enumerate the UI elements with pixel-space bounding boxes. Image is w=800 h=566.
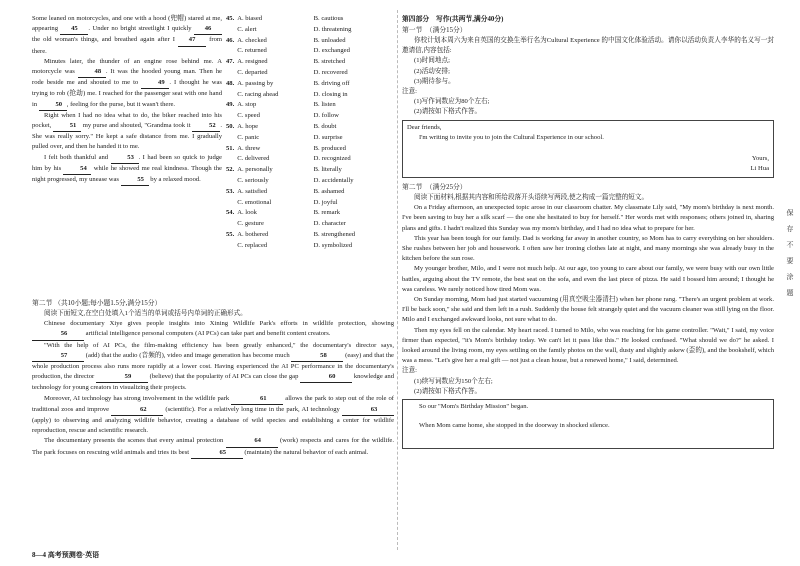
- option-row: [226, 133, 392, 144]
- option-c: C. returned: [237, 47, 267, 55]
- section-1-desc: 你校计划本周六为来自英国的交换生举行名为Cultural Experience 的中国文化体验活动。请你以活动负责人李华的名义写一封邀请信,内容包括:: [402, 37, 774, 55]
- side-tab-char: 涂: [786, 273, 794, 281]
- start-line-1: So our "Mom's Birthday Mission" began.: [419, 403, 529, 411]
- story-para: Then my eyes fell on the calendar. My heart raced. I turned to Milo, who was reaching for his game controller. "Wait," I said, my voice firmer than expected, "it's Mom's birthday today. We can't let it pass like this." He looked confused. "What should we do?" he asked. I looked around the living room, my eyes settling on the family photos on the wall, dusty and slightly askew (歪的), and the bookshelf, which was a mess. "Let's give her a real gift — not just a clean house, but a renewed home," I said, determined.: [402, 326, 774, 365]
- option-row: [226, 187, 392, 198]
- option-a: A. resigned: [237, 58, 268, 66]
- option-c: C. speed: [237, 112, 260, 120]
- req-item: (1)时间地点;: [414, 57, 450, 65]
- option-number: 53.: [226, 187, 235, 195]
- option-c: C. delivered: [237, 155, 270, 163]
- option-d: D. exchanged: [313, 47, 350, 55]
- option-row: [226, 219, 392, 230]
- option-b: B. driving off: [313, 79, 350, 87]
- option-b: B. remark: [313, 209, 341, 217]
- page-footer: 8—4 高考预测卷·英语: [32, 551, 100, 559]
- option-row: [226, 68, 392, 79]
- g-para-1: Chinese documentary Xiye gives people insights into Xining Wildlife Park's efforts in wildlife protection, showing 56 artificial intelligence personal computers (AI PCs) can take part and benefit content creators.: [32, 319, 394, 340]
- g-para-3: Moreover, AI technology has strong involvement in the wildlife park 61 allows the park to step out of the role of traditional zoos and improve 62 (scientific). For a relatively long time in the park, AI technology 63 (apply) to observing and analyzing wildlife behavior, creating a database of wild species and establishing a center for wildlife reproduction, rescue and scientific research.: [32, 394, 394, 435]
- option-a: A. threw: [237, 144, 261, 152]
- cloze-passage: [32, 14, 222, 186]
- option-b: B. listen: [313, 101, 336, 109]
- option-a: A. biased: [237, 15, 263, 22]
- option-number: 47.: [226, 58, 235, 66]
- section-heading: 第二节 （共10小题;每小题1.5分,满分15分）: [32, 300, 162, 307]
- letter-name: Li Hua: [750, 165, 769, 173]
- option-row: [226, 36, 392, 47]
- section-2-heading: 第二节 （满分25分）: [402, 184, 467, 191]
- part-title: 第四部分 写作(共两节,满分40分): [402, 16, 504, 23]
- option-number: 54.: [226, 209, 235, 217]
- note-label: 注意:: [402, 367, 418, 375]
- option-d: D. closing in: [313, 90, 348, 98]
- option-d: D. surprise: [313, 133, 343, 141]
- option-row: [226, 111, 392, 122]
- option-c: C. panic: [237, 133, 260, 141]
- side-tab-char: 题: [786, 289, 794, 297]
- option-d: D. threatening: [313, 25, 352, 33]
- letter-closing: Yours,: [751, 154, 769, 162]
- option-d: D. symbolized: [313, 241, 353, 249]
- option-a: A. checked: [237, 36, 267, 44]
- option-c: C. seriously: [237, 176, 269, 184]
- option-b: B. stretched: [313, 58, 346, 66]
- option-row: [226, 165, 392, 176]
- option-d: D. recovered: [313, 68, 348, 76]
- instruction: 阅读下面短文,在空白处填入1个适当的单词或括号内单词的正确形式。: [44, 310, 247, 317]
- option-d: D. recognized: [313, 155, 351, 163]
- option-number: 51.: [226, 144, 235, 152]
- option-row: [226, 79, 392, 90]
- note-label: 注意:: [402, 88, 418, 96]
- continuation-box: [402, 399, 774, 449]
- grammar-section: [32, 298, 394, 459]
- note-item: (1)续写词数应为150个左右;: [414, 377, 493, 385]
- option-b: B. cautious: [313, 15, 344, 22]
- option-d: D. character: [313, 220, 346, 228]
- writing-section: [402, 14, 774, 453]
- option-a: A. personally: [237, 166, 273, 174]
- option-b: B. produced: [313, 144, 346, 152]
- option-b: B. strengthened: [313, 230, 356, 238]
- story-para: On a Friday afternoon, an unexpected topic arose in our classroom chatter. My classmate Lily said, "My mom's birthday is next month. I've been saving to buy her a silk scarf — the one she hesitated to buy for herself." Her words met with responses; others joined in, sharing plans and gifts. I hadn't realized this Sunday was my mom's birthday, and I had no idea what to prepare for her.: [402, 204, 774, 232]
- options-list: [226, 14, 392, 252]
- note-item: (1)写作词数应为80个左右;: [414, 98, 490, 106]
- story-para: This year has been tough for our family. Dad is working far away in another country, so Mom has to carry everything on her shoulders. She rushes between her job and housework. I often saw her ironing clothes late at night, and many mornings she was already busy in the kitchen before the sun rose.: [402, 234, 774, 263]
- option-row: [226, 25, 392, 36]
- option-number: 46.: [226, 36, 235, 44]
- option-number: 49.: [226, 101, 235, 109]
- option-row: [226, 241, 392, 252]
- option-row: [226, 198, 392, 209]
- option-a: A. stop: [237, 101, 257, 109]
- option-a: A. hope: [237, 122, 259, 130]
- option-a: A. passing by: [237, 79, 274, 87]
- option-c: C. alert: [237, 25, 257, 33]
- option-d: D. follow: [313, 112, 339, 120]
- option-number: 52.: [226, 166, 235, 174]
- start-line-2: When Mom came home, she stopped in the doorway in shocked silence.: [419, 421, 610, 429]
- side-tab: [783, 205, 797, 301]
- para-4: I felt both thankful and 53 . I had been so quick to judge him by his 54 while he showed me real kindness. Though the night progressed, my unease was 55 by a relaxed mood.: [32, 153, 222, 187]
- option-d: D. accidentally: [313, 176, 354, 184]
- letter-box: [402, 120, 774, 178]
- option-row: [226, 14, 392, 25]
- option-number: 45.: [226, 15, 235, 22]
- letter-greeting: Dear friends,: [407, 123, 442, 131]
- option-b: B. ashamed: [313, 187, 345, 195]
- option-c: C. gesture: [237, 220, 264, 228]
- section-1-heading: 第一节 （满分15分）: [402, 27, 467, 34]
- note-item: (2)请按如下格式作答。: [414, 108, 482, 116]
- column-divider: [397, 10, 398, 550]
- section-2-desc: 阅读下面材料,根据其内容和所给段落开头语续写两段,使之构成一篇完整的短文。: [414, 194, 649, 201]
- letter-body: I'm writing to invite you to join the Cultural Experience in our school.: [419, 134, 604, 142]
- g-para-4: The documentary presents the scenes that every animal protection 64 (work) respects and cares for the wildlife. The park focuses on rescuing wild animals and tries its best 65 (maintain) the natural behavior of each animal.: [32, 436, 394, 458]
- option-number: 55.: [226, 230, 235, 238]
- option-row: [226, 208, 392, 219]
- option-c: C. replaced: [237, 241, 268, 249]
- side-tab-char: 要: [786, 257, 794, 265]
- side-tab-char: 保: [786, 209, 794, 217]
- option-row: [226, 46, 392, 57]
- option-row: [226, 230, 392, 241]
- option-row: [226, 176, 392, 187]
- side-tab-char: 存: [786, 225, 794, 233]
- g-para-2: "With the help of AI PCs, the film-making efficiency has been greatly enhanced," the documentary's director says, 57 (add) that the audio (音频的), video and image generation has become much 58 (easy) and that the whole production process also runs more rapidly at a lower cost. Having experienced the AI PC performance in the documentary's production, the director 59 (believe) that the popularity of AI PCs can close the gap 60 knowledge and technology for young creators in visualizing their projects.: [32, 341, 394, 392]
- story-para: My younger brother, Milo, and I were not much help. At our age, too young to care about our family, we were busy with our own little battles, arguing about the TV remote, the best seat on the sofa, and even the last piece of pizza. He said I bossed him around; I thought he was careless. We rarely noticed how tired Mom was.: [402, 265, 774, 293]
- option-a: A. satisfied: [237, 187, 268, 195]
- story-para: On Sunday morning, Mom had just started vacuuming (用真空吸尘器清扫) when her phone rang. "There's an urgent problem at work. I'll be back soon," she said and then left in a rush. Suddenly the house felt strangely quiet and the vacuum cleaner was still lying on the floor. Milo and I exchanged awkward looks, not sure what to do.: [402, 296, 774, 324]
- note-item: (2)请按如下格式作答。: [414, 387, 482, 395]
- option-number: 50.: [226, 122, 235, 130]
- option-b: B. unloaded: [313, 36, 346, 44]
- option-row: [226, 122, 392, 133]
- option-row: [226, 100, 392, 111]
- option-c: C. departed: [237, 68, 268, 76]
- side-tab-char: 不: [786, 241, 794, 249]
- option-row: [226, 90, 392, 101]
- option-a: A. look: [237, 209, 257, 217]
- option-a: A. bothered: [237, 230, 269, 238]
- req-item: (2)活动安排;: [414, 67, 450, 75]
- option-b: B. doubt: [313, 122, 337, 130]
- option-b: B. literally: [313, 166, 342, 174]
- para-3: Right when I had no idea what to do, the biker reached into his pocket, 51 my purse and shouted, "Grandma took it 52 . She was really sorry." He kept a safe distance from me. I gradually pulled over, and then he handed it to me.: [32, 111, 222, 151]
- para-1: Some leaned on motorcycles, and one with a hood (兜帽) stared at me, appearing 45 . Under no bright streetlight I quickly 46 the old woman's things, and breathed again after I 47 from there.: [32, 15, 222, 55]
- option-row: [226, 154, 392, 165]
- option-c: C. racing ahead: [237, 90, 279, 98]
- para-2: Minutes later, the thunder of an engine rose behind me. A motorcycle was 48 . It was the hooded young man. Then he rode beside me and shouted to me to 49 . I thought he was trying to rob (抢劫) me. I reached for the passenger seat with one hand in 50 , feeling for the purse, but it wasn't there.: [32, 57, 222, 111]
- req-item: (3)期待参与。: [414, 77, 455, 85]
- option-row: [226, 144, 392, 155]
- option-row: [226, 57, 392, 68]
- option-c: C. emotional: [237, 198, 272, 206]
- option-number: 48.: [226, 79, 235, 87]
- option-d: D. joyful: [313, 198, 338, 206]
